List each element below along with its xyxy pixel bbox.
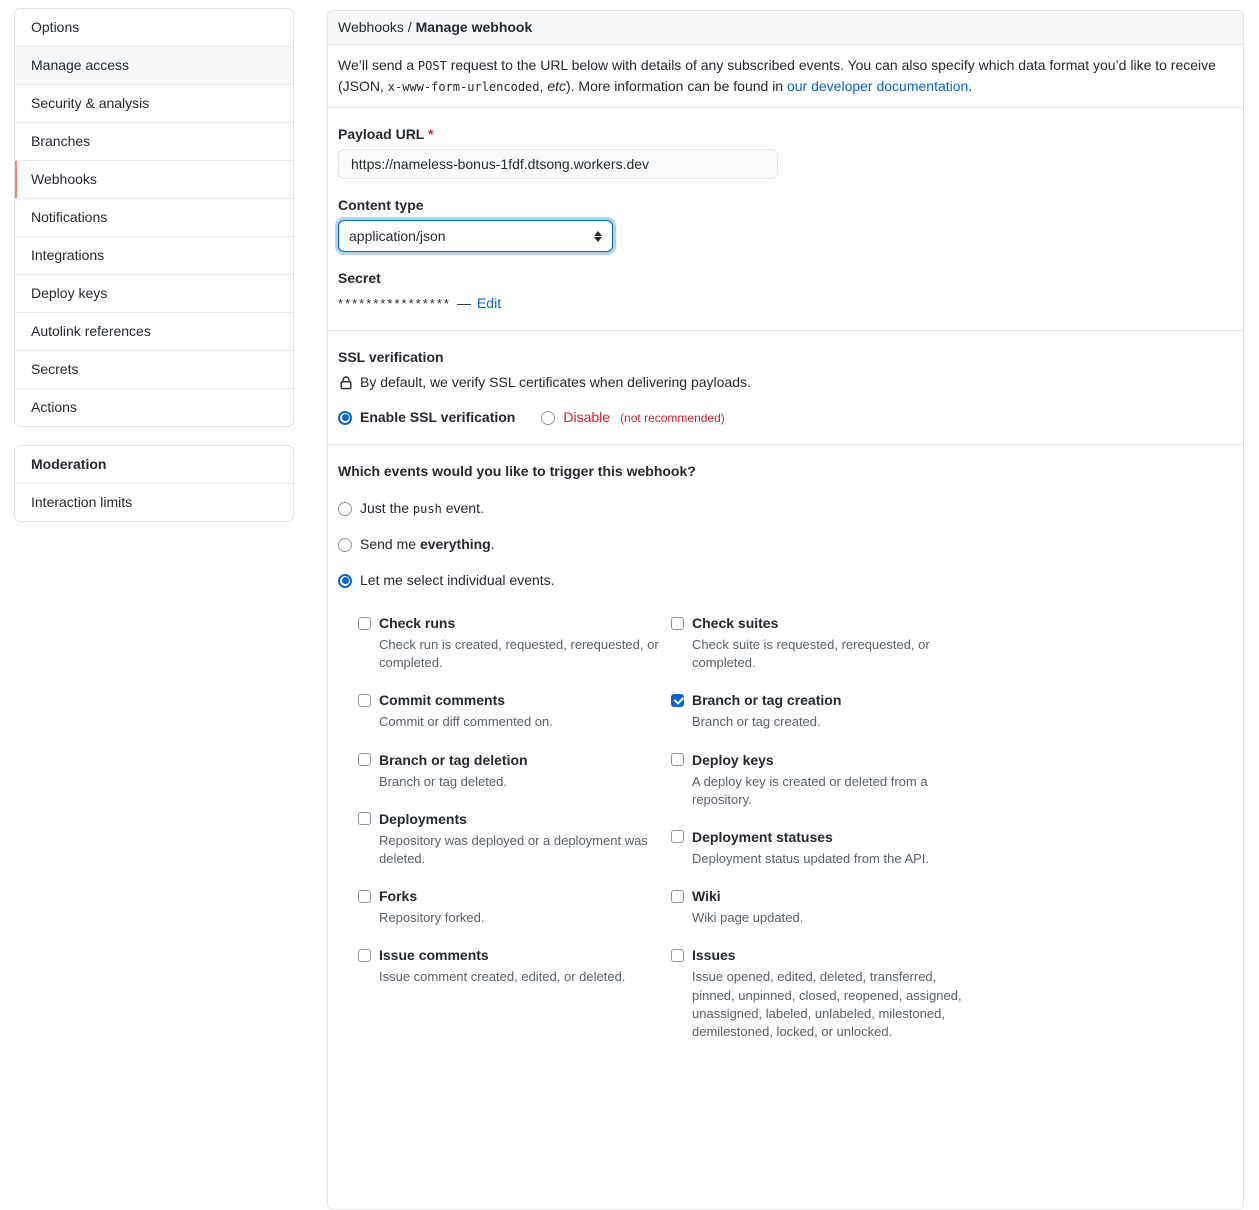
event-column-left (358, 613, 671, 1059)
description-text: We’ll send a (338, 57, 418, 73)
sidebar-item-label: Deploy keys (31, 285, 108, 301)
disable-ssl-note: (not recommended) (620, 410, 725, 425)
event-description: A deploy key is created or deleted from a repository. (692, 773, 928, 807)
secret-masked-value: **************** (338, 295, 451, 311)
required-asterisk: * (428, 126, 434, 142)
event-toggle[interactable] (671, 945, 963, 966)
ssl-section-title: SSL verification (338, 349, 444, 365)
event-item (671, 945, 963, 1041)
developer-documentation-link[interactable]: our developer documentation (786, 78, 969, 94)
send-everything-radio[interactable] (338, 538, 352, 552)
sidebar-item-label: Branches (31, 133, 91, 149)
description-text: request to the URL below with details of any subscribed events. You can also specify which data format you’d like to receive (JSON, (338, 57, 1216, 94)
event-title: Commit comments (379, 692, 506, 709)
event-title: Forks (379, 888, 418, 905)
disable-ssl-radio[interactable] (541, 411, 555, 425)
sidebar-item[interactable] (15, 198, 293, 236)
disable-ssl-option[interactable] (541, 407, 724, 428)
description-text: ). More information can be found in (565, 78, 787, 94)
event-description: Repository was deployed or a deployment was deleted. (379, 832, 648, 866)
secret-separator: — (456, 295, 471, 311)
sidebar-item[interactable] (15, 236, 293, 274)
event-checkbox[interactable] (671, 890, 684, 903)
event-checkbox[interactable] (671, 830, 684, 843)
event-checkbox[interactable] (671, 949, 684, 962)
sidebar-item[interactable] (15, 312, 293, 350)
event-checkbox[interactable] (358, 753, 371, 766)
sidebar-item-label: Integrations (31, 247, 105, 263)
event-item (358, 613, 671, 672)
event-item (358, 809, 671, 868)
just-push-option[interactable] (338, 498, 1233, 519)
enable-ssl-radio[interactable] (338, 411, 352, 425)
sidebar-item-label: Autolink references (31, 323, 151, 339)
sidebar-item-label: Security & analysis (31, 95, 150, 111)
event-toggle[interactable] (358, 613, 671, 634)
event-description: Commit or diff commented on. (379, 714, 553, 730)
sidebar-item-label: Manage access (31, 57, 130, 73)
event-column-right (671, 613, 963, 1059)
event-toggle[interactable] (671, 750, 963, 771)
secret-value-row (338, 293, 1233, 314)
urlencoded-code: x-www-form-urlencoded (387, 80, 540, 94)
disable-ssl-label: Disable (563, 409, 611, 425)
event-item (671, 613, 963, 672)
breadcrumb (328, 11, 1243, 45)
ssl-note-text: By default, we verify SSL certificates when delivering payloads. (360, 374, 751, 390)
breadcrumb-webhooks-link[interactable]: Webhooks (338, 19, 404, 35)
event-description: Issue opened, edited, deleted, transferred, pinned, unpinned, closed, reopened, assigned, unassigned, labeled, unlabeled, milestoned, demilestoned, locked, or unlocked. (692, 969, 962, 1039)
sidebar-item[interactable] (15, 274, 293, 312)
event-description: Branch or tag deleted. (379, 773, 507, 789)
just-push-radio[interactable] (338, 502, 352, 516)
event-description: Issue comment created, edited, or deleted. (379, 969, 626, 985)
event-title: Check runs (379, 615, 456, 631)
ssl-options (338, 407, 1233, 428)
sidebar-item[interactable] (15, 9, 293, 46)
sidebar-item[interactable] (15, 46, 293, 84)
event-checkbox-columns (358, 613, 1233, 1059)
event-title: Check suites (692, 615, 779, 631)
event-title: Branch or tag creation (692, 692, 842, 709)
event-item (671, 690, 963, 731)
event-description: Branch or tag created. (692, 714, 821, 730)
event-toggle[interactable] (358, 886, 671, 907)
event-description: Check suite is requested, rerequested, or completed. (692, 637, 930, 671)
event-toggle[interactable] (671, 613, 963, 634)
individual-events-label: Let me select individual events. (360, 572, 555, 588)
event-toggle[interactable] (358, 945, 671, 966)
description-text: . (968, 78, 973, 94)
sidebar-section-repository (14, 8, 294, 427)
event-title: Deployments (379, 810, 467, 827)
send-everything-label: Send me everything. (360, 536, 495, 552)
ssl-verification-section (328, 331, 1243, 445)
event-checkbox[interactable] (358, 890, 371, 903)
sidebar-moderation-items (15, 484, 293, 521)
individual-events-option[interactable] (338, 570, 1233, 591)
event-item (358, 690, 671, 731)
event-toggle[interactable] (671, 690, 963, 711)
breadcrumb-separator: / (407, 19, 412, 35)
description-text: , (539, 78, 548, 94)
just-push-label: Just the push event. (360, 500, 484, 516)
event-title: Issues (692, 947, 736, 964)
sidebar-item-label: Options (31, 19, 80, 35)
event-toggle[interactable] (358, 809, 671, 830)
lock-icon (338, 375, 354, 391)
page-title: Manage webhook (415, 19, 533, 35)
event-item (671, 750, 963, 809)
sidebar-item[interactable] (15, 122, 293, 160)
event-toggle[interactable] (671, 827, 963, 848)
individual-events-radio[interactable] (338, 574, 352, 588)
sidebar-item[interactable] (15, 160, 293, 198)
webhook-form-section (328, 108, 1243, 331)
event-item (358, 945, 671, 986)
event-checkbox[interactable] (671, 617, 684, 630)
sidebar-item-label: Notifications (31, 209, 108, 225)
event-checkbox[interactable] (671, 753, 684, 766)
select-updown-icon (594, 231, 602, 242)
webhook-panel (327, 10, 1244, 1210)
event-toggle[interactable] (358, 750, 671, 771)
content-type-label: Content type (338, 197, 424, 213)
sidebar-section-moderation (14, 445, 294, 522)
event-title: Deploy keys (692, 751, 774, 768)
ssl-note-row (338, 372, 1233, 393)
payload-url-label: Payload URL * (338, 126, 434, 142)
sidebar-item-label: Webhooks (31, 171, 97, 187)
event-title: Issue comments (379, 947, 489, 964)
event-title: Wiki (692, 888, 721, 905)
event-title: Deployment statuses (692, 828, 833, 845)
sidebar-item[interactable] (15, 388, 293, 426)
sidebar-item-label: Actions (31, 399, 77, 415)
post-code: POST (417, 59, 447, 73)
event-title: Branch or tag deletion (379, 751, 528, 768)
event-description: Deployment status updated from the API. (692, 850, 930, 866)
sidebar-item[interactable] (15, 350, 293, 388)
enable-ssl-label: Enable SSL verification (360, 409, 516, 425)
event-checkbox[interactable] (671, 694, 684, 707)
sidebar-item[interactable] (15, 484, 293, 521)
event-description: Check run is created, requested, rerequested, or completed. (379, 637, 659, 671)
events-section (328, 445, 1243, 1075)
event-checkbox[interactable] (358, 694, 371, 707)
event-item (671, 827, 963, 868)
event-checkbox[interactable] (358, 617, 371, 630)
enable-ssl-option[interactable] (338, 407, 515, 428)
secret-edit-link[interactable]: Edit (476, 295, 502, 311)
event-toggle[interactable] (671, 886, 963, 907)
sidebar-item-label: Secrets (31, 361, 79, 377)
content-type-select[interactable] (338, 220, 613, 252)
events-question: Which events would you like to trigger this webhook? (338, 463, 696, 479)
secret-label: Secret (338, 270, 381, 286)
event-description: Wiki page updated. (692, 910, 804, 926)
event-item (358, 750, 671, 791)
content-type-selected-value: application/json (349, 227, 446, 244)
etc-italic: etc (547, 78, 566, 94)
sidebar-section-header: Moderation (15, 446, 293, 484)
event-toggle[interactable] (358, 690, 671, 711)
event-item (358, 886, 671, 927)
event-checkbox[interactable] (358, 949, 371, 962)
payload-url-input[interactable] (338, 149, 778, 179)
event-description: Repository forked. (379, 910, 485, 926)
settings-sidebar (14, 8, 294, 522)
sidebar-item-label: Interaction limits (31, 494, 133, 510)
event-checkbox[interactable] (358, 812, 371, 825)
sidebar-item[interactable] (15, 84, 293, 122)
webhook-description (328, 45, 1243, 108)
event-item (671, 886, 963, 927)
send-everything-option[interactable] (338, 534, 1233, 555)
